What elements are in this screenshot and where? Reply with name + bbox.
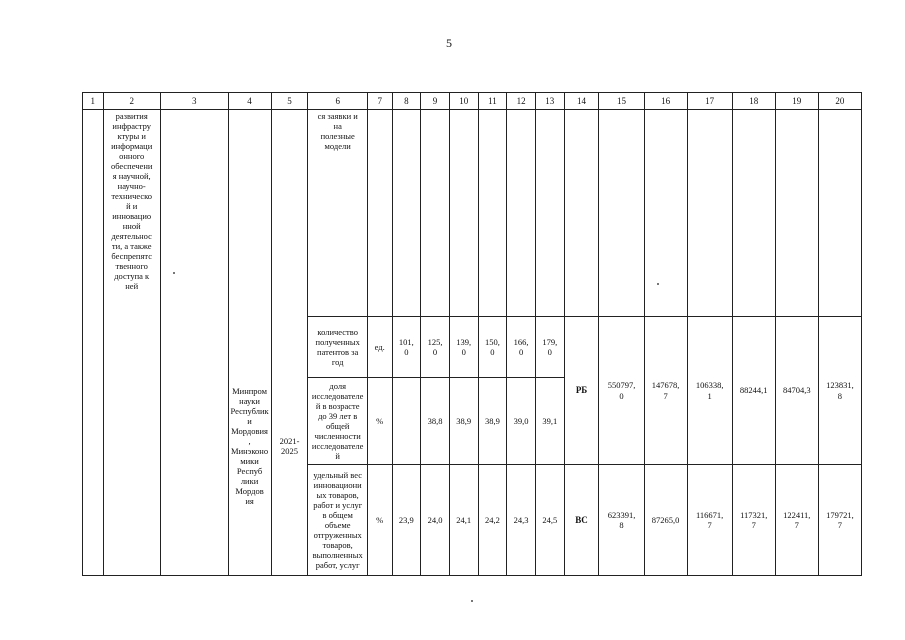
indicator-cell: ся заявки и на полезные модели (308, 110, 367, 317)
header-cell: 7 (367, 93, 392, 110)
header-cell: 16 (644, 93, 687, 110)
value-cell: 150, 0 (478, 317, 507, 378)
header-cell: 11 (478, 93, 507, 110)
scan-speck (657, 283, 659, 285)
indicator-cell: удельный вес инновациони ых товаров, работ и услуг в общем объеме отгруженных товаров, выполненных работ, услуг (308, 465, 367, 576)
funding-value-cell: 550797, 0 (599, 317, 644, 465)
indicator-cell: доля исследователе й в возрасте до 39 лет в общей численности исследователе й (308, 378, 367, 465)
value-cell: 39,1 (535, 378, 564, 465)
header-cell: 9 (421, 93, 450, 110)
header-cell: 20 (818, 93, 861, 110)
executor-cell: Минпром науки Республик и Мордовия , Минэконо мики Респуб лики Мордов ия (228, 317, 271, 576)
value-cell: 23,9 (392, 465, 421, 576)
value-cell: 125, 0 (421, 317, 450, 378)
header-cell: 13 (535, 93, 564, 110)
page-number: 5 (446, 36, 452, 50)
value-cell: 24,3 (507, 465, 536, 576)
value-cell (535, 110, 564, 317)
empty-cell (271, 110, 308, 317)
funding-value-cell: 106338, 1 (687, 317, 732, 465)
value-cell (449, 110, 478, 317)
value-cell: 139, 0 (449, 317, 478, 378)
header-cell: 6 (308, 93, 367, 110)
funding-value-cell: 116671, 7 (687, 465, 732, 576)
empty-cell (687, 110, 732, 317)
value-cell (392, 378, 421, 465)
num-cell (83, 110, 104, 576)
scan-speck (471, 600, 473, 602)
empty-cell (732, 110, 775, 317)
task-description-cell: развития инфрастру ктуры и информаци онного обеспечени я научной, научно- техническо й и инновацио нной деятельнос ти, а также беспрепятс твенного доступа к ней (103, 110, 160, 576)
header-cell: 3 (160, 93, 228, 110)
funding-value-cell: 122411, 7 (775, 465, 818, 576)
funding-source-cell: ВС (564, 465, 599, 576)
empty-cell (160, 110, 228, 576)
unit-cell (367, 110, 392, 317)
header-cell: 17 (687, 93, 732, 110)
period-cell: 2021- 2025 (271, 317, 308, 576)
header-cell: 5 (271, 93, 308, 110)
value-cell: 179, 0 (535, 317, 564, 378)
value-cell (507, 110, 536, 317)
value-cell: 38,9 (478, 378, 507, 465)
scan-speck (173, 272, 175, 274)
unit-cell: % (367, 465, 392, 576)
empty-cell (644, 110, 687, 317)
empty-cell (564, 110, 599, 317)
program-table (82, 92, 862, 576)
empty-cell (818, 110, 861, 317)
table-row (83, 110, 862, 317)
header-row (83, 93, 862, 110)
value-cell: 24,2 (478, 465, 507, 576)
value-cell: 24,5 (535, 465, 564, 576)
value-cell: 101, 0 (392, 317, 421, 378)
value-cell (392, 110, 421, 317)
header-cell: 18 (732, 93, 775, 110)
funding-value-cell: 84704,3 (775, 317, 818, 465)
value-cell: 24,0 (421, 465, 450, 576)
indicator-cell: количество полученных патентов за год (308, 317, 367, 378)
header-cell: 19 (775, 93, 818, 110)
value-cell: 38,8 (421, 378, 450, 465)
value-cell (478, 110, 507, 317)
header-cell: 2 (103, 93, 160, 110)
funding-value-cell: 87265,0 (644, 465, 687, 576)
funding-value-cell: 147678, 7 (644, 317, 687, 465)
empty-cell (599, 110, 644, 317)
funding-value-cell: 88244,1 (732, 317, 775, 465)
header-cell: 15 (599, 93, 644, 110)
header-cell: 12 (507, 93, 536, 110)
funding-value-cell: 123831, 8 (818, 317, 861, 465)
header-cell: 1 (83, 93, 104, 110)
value-cell: 166, 0 (507, 317, 536, 378)
funding-value-cell: 117321, 7 (732, 465, 775, 576)
header-cell: 10 (449, 93, 478, 110)
empty-cell (228, 110, 271, 317)
value-cell: 39,0 (507, 378, 536, 465)
funding-source-cell: РБ (564, 317, 599, 465)
value-cell: 38,9 (449, 378, 478, 465)
funding-value-cell: 179721, 7 (818, 465, 861, 576)
unit-cell: ед. (367, 317, 392, 378)
funding-value-cell: 623391, 8 (599, 465, 644, 576)
empty-cell (775, 110, 818, 317)
header-cell: 8 (392, 93, 421, 110)
value-cell: 24,1 (449, 465, 478, 576)
header-cell: 14 (564, 93, 599, 110)
value-cell (421, 110, 450, 317)
header-cell: 4 (228, 93, 271, 110)
unit-cell: % (367, 378, 392, 465)
